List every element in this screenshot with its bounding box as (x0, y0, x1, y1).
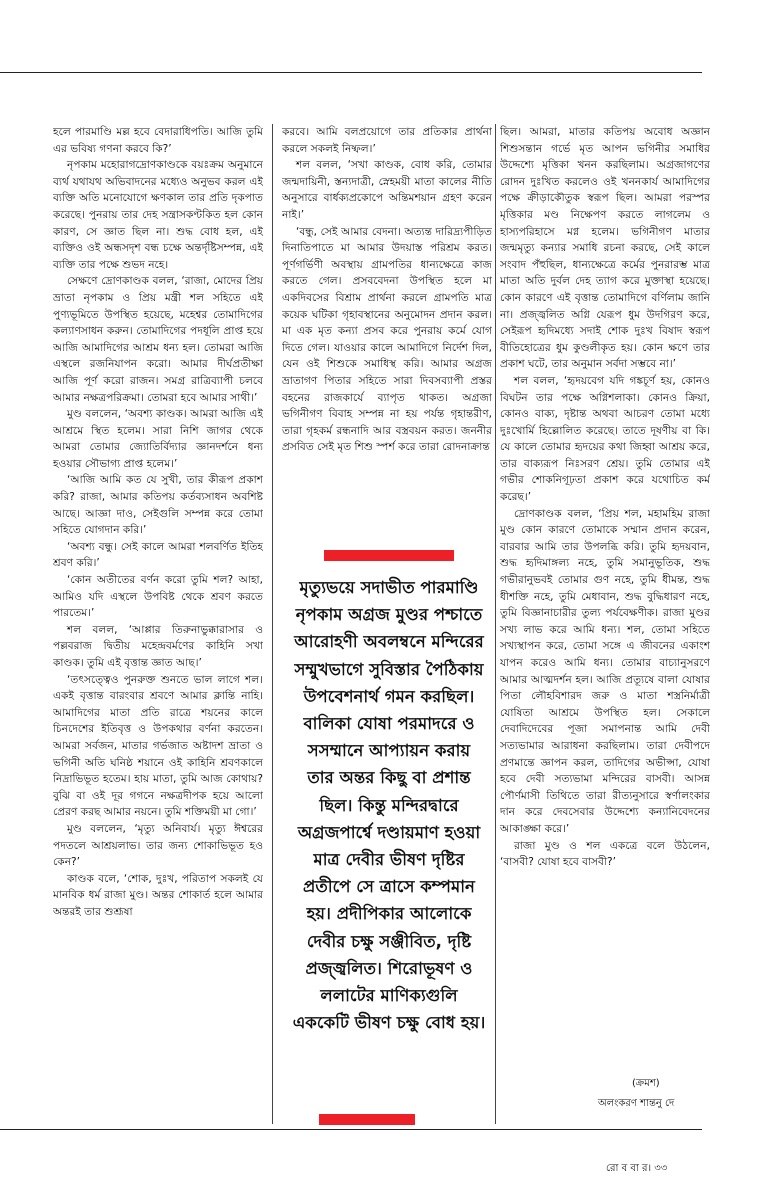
top-rule (0, 72, 702, 73)
paragraph: নৃপকাম মহোরাগদ্রোণকাণ্ডকে বয়ঃক্রম অনুমানে ব্যর্থ যথাযথ অভিবাদনের মধ্যেও অনুভব করল এই ব্যক্তি অতি মনোযোগে ক্ষণকাল তার প্রতি দৃকপাত করেছে। পুনরায় তার দেহ সন্ত্রাসকণ্টকিত হল কোন কারণ, সে জ্ঞাত ছিল না। শুদ্ধ বোধ হল, এই ব্যক্তিও ওই অন্ধসদৃশ বন্ধ চক্ষে অন্তর্দৃষ্টিসম্পন্ন, এই ব্যক্তি তার পক্ষে শুভদ নহে। (53, 159, 263, 271)
paragraph: ‘বন্ধু, সেই আমার বেদনা। অত্যন্ত দারিদ্র্যপীড়িত দিনাতিপাতে মা আমার উদয়াস্ত পরিশ্রম করত। পূর্ণগর্ভিণী অবস্থায় গ্রামপতির ধান্যক্ষেত্রে কাজ করতে গেল। প্রসববেদনা উপস্থিত হলে মা একদিবসের বিশ্রাম প্রার্থনা করলে গ্রামপতি মাত্র কয়েক ঘটিকা গৃহাবস্থানের অনুমোদন প্রদান করল। মা এক মৃত কন্যা প্রসব করে পুনরায় কর্মে যোগ দিতে গেল। যাওয়ার কালে আমাদিগে নির্দেশ দিল, যেন ওই শিশুকে সমাধিস্থ করি। আমার অগ্রজ ভ্রাতাগণ পিতার সহিতে সারা দিবসব্যাপী প্রস্তর বহনের রাজকার্যে ব্যাপৃত থাকত। অগ্রজা ভগিনীগণ বিবাহ সম্পন্ন না হয় পর্যন্ত গৃহান্তরীণ, তারা গৃহকর্ম রন্ধনাদি আর বস্ত্রবয়ন করত। জননীর প্রসবিত সেই মৃত শিশু স্পর্শ করে তারা রোদনাক্রান্ত (282, 225, 492, 454)
article-column-2 (282, 124, 492, 554)
paragraph: রাজা মুণ্ড ও শল একত্রে বলে উঠলেন, ‘বাসবী? যোষা হবে বাসবী?’ (500, 839, 710, 869)
paragraph: কাণ্ডক বলে, ‘শোক, দুঃখ, পরিতাপ সকলই যে মানবিক ধর্ম রাজা মুণ্ড। অন্তর শোকার্ত হলে আমার অন্তরই তার শুশ্রূষা (53, 872, 263, 918)
page-footer: রো ব বা র। ৩৩ (606, 1163, 668, 1174)
column-divider (272, 124, 273, 1124)
paragraph: করবে। আমি বলপ্রয়োগে তার প্রতিকার প্রার্থনা করলে সকলই নিষ্ফল।’ (282, 126, 492, 155)
paragraph: সেক্ষণে দ্রোণকাণ্ডক বলল, ‘রাজা, মোদের প্রিয় ভ্রাতা নৃপকাম ও প্রিয় মন্ত্রী শল সহিতে এই পুণ্যভূমিতে উপস্থিত হয়েছে, মহেশ্বর তোমাদিগের কল্যাণসাধন করুন। তোমাদিগের পদধূলি প্রাপ্ত হয়ে আজি আমাদিগের আশ্রম ধন্য হল। তোমরা আজি এস্থলে রজনিযাপন করো। আমার দীর্ঘপ্রতীক্ষা আজি পূর্ণ করো রাজন। সমগ্র রাত্রিব্যাপী চলবে আমার নক্ষত্রপরিক্রমা। তোমরা হবে আমার সাথী।’ (53, 275, 263, 404)
article-column-1 (53, 124, 263, 1119)
paragraph: ‘আজি আমি কত যে সুখী, তার কীরূপ প্রকাশ করি? রাজা, আমার কতিপয় কর্তব্যসাধন অবশিষ্ট আছে। আজ্ঞা দাও, সেইগুলি সম্পন্ন করে তোমা সহিতে যোগদান করি।’ (53, 474, 263, 537)
pull-quote-bottom-bar (319, 1114, 415, 1125)
bottom-rule (0, 1129, 702, 1130)
paragraph: ‘তৎসত্ত্বেও পুনরুক্ত শুনতে ভাল লাগে শল। একই বৃত্তান্ত বারংবার শ্রবণে আমার ক্লান্তি নাহি। আমাদিগের মাতা প্রতি রাত্রে শয়নের কালে চিনদেশের ইতিবৃত্ত ও উপকথার বর্ণনা করতেন। আমরা সর্বজন, মাতার গর্ভজাত অষ্টাদশ ভ্রাতা ও ভগিনী অতি ঘনিষ্ঠ শয়ানে ওই কাহিনি শ্রবণকালে নিদ্রাভিভূত হতেম। হায় মাতা, তুমি আজ কোথায়? বুঝি বা ওই দূর গগনে নক্ষত্রদীপক হয়ে আলো প্রেরণ করছ আমার নয়নে। তুমি শক্তিময়ী মা গো।’ (53, 673, 263, 819)
pull-quote-top-bar (324, 550, 454, 561)
paragraph: মুণ্ড বললেন, ‘অবশ্য কাণ্ডক। আমরা আজি এই আশ্রমে স্থিত হলেম। সারা নিশি জাগর থেকে আমরা তোমার জ্যোতির্বিদ্যার জ্ঞানদর্শনে ধন্য হওয়ার সৌভাগ্য প্রাপ্ত হলেম।’ (53, 408, 263, 470)
paragraph: মুণ্ড বললেন, ‘মৃত্যু অনিবার্য। মৃত্যু ঈশ্বরের পদতলে আশ্রয়লাভ। তার জন্য শোকাভিভূত হও কেন?’ (53, 822, 263, 869)
paragraph: ‘কোন অতীতের বর্ণন করো তুমি শল? আহা, আমিও যদি এস্থলে উপবিষ্ট থেকে শ্রবণ করতে পারতেম।’ (53, 574, 263, 620)
paragraph: ‘অবশ্য বন্ধু। সেই কালে আমরা শলবর্ণিত ইতিহ শ্রবণ করি।’ (53, 540, 263, 570)
column-divider (495, 124, 496, 1124)
paragraph: শল বলল, ‘হৃদয়বেগ যদি গঙ্কচূর্ণ হয়, কোনও বিঘটন তার পক্ষে অগ্নিশলাকা। কোনও ক্রিয়া, কোনও বাক্য, দৃষ্টান্ত অথবা আচরণ তোমা মধ্যে দুঃখোর্মি হিল্লোলিত করেছে। তাতে দূষণীয় বা কি। যে কালে তোমার হৃদয়ের কথা জিহ্বা আশ্রয় করে, তার বাক্যরূপ নিঃসরণ শ্রেয়। তুমি তোমার এই গভীর শোকনিগূঢ়তা প্রকাশ করে যথোচিত কর্ম করেছ।’ (500, 374, 710, 504)
paragraph: হলে পারমাণ্ডি মল্ল হবে বেদারাধিপতি। আজি তুমি এর ভবিষ্য গণনা করবে কি?’ (53, 126, 263, 155)
continued-label: (ক্রমশ) (632, 1078, 660, 1089)
paragraph: ছিল। আমরা, মাতার কতিপয় অবোধ অজ্ঞান শিশুসন্তান গর্ভে মৃত আপন ভগিনীর সমাধির উদ্দেশ্যে মৃত্তিকা খনন করছিলাম। অগ্রজাগণের রোদন দুঃখিত করলেও ওই খননকার্য আমাদিগের পক্ষে ক্রীড়াকৌতুক স্বরূপ ছিল। আমরা পরস্পর মৃত্তিকার মণ্ড নিক্ষেপণ করতে লাগলেম ও হাস্যপরিহাসে মগ্ন হলেম। ভগিনীগণ মাতার জন্মমৃত্যু কন্যার সমাধি রচনা করছে, সেই কালে সংবাদ পঁহুছিল, ধান্যক্ষেত্রে কর্মের পুনরারম্ভ মাত্র মাতা অতি দুর্বল দেহ ত্যাগ করে মুক্তাস্থা হয়েছে। কোন কারণে এই বৃত্তান্ত তোমাদিগে বর্ণিলাম জানি না। প্রজ্জ্বলিত অগ্নি যেরূপ ধুম উদগিরণ করে, সেইরূপ হৃদিমধ্যে সদাই শোক দুঃখ বিষাদ স্বরূপ বীতিহোত্রের ধুম কুণ্ডলীকৃত হয়। কোন ক্ষণে তার প্রকাশ ঘটে, তার অনুমান সর্বদা সম্ভবে না।’ (500, 126, 710, 371)
illustration-credit: অলংকরণ শান্তনু দে (598, 1098, 675, 1109)
pull-quote-box (286, 550, 492, 1065)
paragraph: শল বলল, ‘সখা কাণ্ডক, বোধ করি, তোমার জন্মদায়িনী, স্তন্যদাত্রী, স্নেহময়ী মাতা কালের নীতি অনুসারে বার্ধক্যপ্রকোপে অন্তিমশয়ান গ্রহণ করেন নাই।’ (282, 159, 492, 221)
paragraph: দ্রোণকাণ্ডক বলল, ‘প্রিয় শল, মহামহিম রাজা মুণ্ড কোন কারণে তোমাকে সম্মান প্রদান করেন, বারবার আমি তার উপলব্ধি করি। তুমি হৃদয়বান, শুদ্ধ হৃদিমাঙ্গল্য নহে, তুমি সমানুভূতিক, শুদ্ধ গভীরানুভবই তোমার গুণ নহে, তুমি ধীমন্ত, শুদ্ধ ধীশক্তি নহে, তুমি মেধাবান, শুদ্ধ বুদ্ধিধারণ নহে, তুমি বিজ্ঞানাচারীর তুল্য পর্যবেক্ষণীক। রাজা মুণ্ডর সখ্য লাভ করে আমি ধন্য। শল, তোমা সহিতে সখ্যস্থাপন করে, তোমা সঙ্গে এ জীবনের একাংশ যাপন করেও আমি ধন্য। তোমার বাচ্যানুসরণে আমার আত্মদর্শন হল। আজি প্রত্যূষে বালা যোষার পিতা লৌহবিশারদ জরু ও মাতা শস্ত্রনির্মাত্রী যোষিতা আশ্রমে উপস্থিত হল। সেকালে দেবাদিদেবের পূজা সমাপনান্ত আমি দেবী সত্যভামার আরাধনা করছিলাম। তারা দেবীপদে প্রণমান্তে জ্ঞাপন করল, তাদিগের অভীপ্সা, যোষা হবে দেবী সত্যভামা মন্দিরের বাসবী। আসন্ন পৌর্ণমাসী তিথিতে তারা রীত্যনুসারে স্বর্ণালংকার দান করে দেবসেবার উদ্দেশ্যে কন্যানিবেদনের আকাঙ্ক্ষা করে।’ (500, 507, 710, 835)
article-column-3 (500, 124, 710, 1024)
paragraph: শল বলল, ‘আপ্পার তিরুনাভুক্কারাসার ও পল্লবরাজ দ্বিতীয় মহেন্দ্রবর্মণের কাহিনি সখা কাণ্ডক। তুমি এই বৃত্তান্ত জ্ঞাত আছ।’ (53, 623, 263, 669)
pull-quote-text: মৃত্যুভয়ে সদাভীত পারমাণ্ডি নৃপকাম অগ্রজ মুণ্ডর পশ্চাতে আরোহণী অবলম্বনে মন্দিরের সম্মুখভাগে সুবিস্তার পৈঠিকায় উপবেশনার্থ গমন করছিল। বালিকা যোষা পরমাদরে ও সসম্মানে আপ্যায়ন করায় তার অন্তর কিছু বা প্রশান্ত ছিল। কিন্তু মন্দিরদ্বারে অগ্রজপার্শ্বে দণ্ডায়মাণ হওয়া মাত্র দেবীর ভীষণ দৃষ্টির প্রতীপে সে ত্রাসে কম্পমান হয়। প্রদীপিকার আলোকে দেবীর চক্ষু সঞ্জীবিত, দৃষ্টি প্রজ্জ্বলিত। শিরোভূষণ ও ললাটের মাণিক্যগুলি এককেটি ভীষণ চক্ষু বোধ হয়। (292, 578, 486, 1033)
